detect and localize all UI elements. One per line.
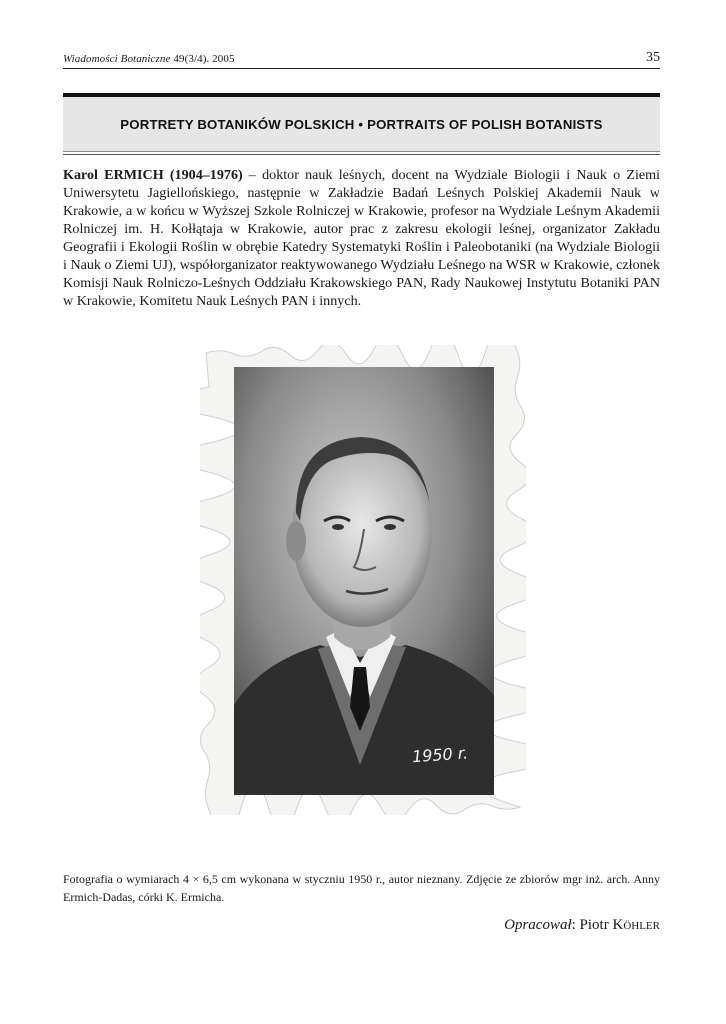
biography-paragraph bbox=[63, 166, 660, 310]
signature-role: Opracował bbox=[504, 917, 572, 933]
running-head bbox=[63, 50, 660, 69]
photo-caption: Fotografia o wymiarach 4 × 6,5 cm wykonana w styczniu 1950 r., autor nieznany. Zdjęcie ze zbiorów mgr inż. arch. Anny Ermich-Dadas, córki K. Ermicha. bbox=[63, 872, 660, 904]
author-first-name: Piotr bbox=[579, 917, 613, 933]
biography-text: – doktor nauk leśnych, docent na Wydziale Biologii i Nauk o Ziemi Uniwersytetu Jagiellońskiego, następnie w Zakładzie Badań Leśnych Polskiej Akademii Nauk w Krakowie, a w końcu w Wyższej Szkole Rolniczej w Krakowie, profesor na Wydziale Leśnym Akademii Rolniczej im. H. Kołłątaja w Krakowie, autor prac z zakresu ekologii leśnej, organizator Zakładu Geografii i Ekologii Roślin w obrębie Katedry Systematyki Roślin i Paleobotaniki (na Wydziale Biologii i Nauk o Ziemi UJ), współorganizator reaktywowanego Wydziału Leśnego na WSR w Krakowie, członek Komisji Nauk Rolniczo-Leśnych Oddziału Krakowskiego PAN, Rady Naukowej Instytutu Botaniki PAN w Krakowie, Komitetu Nauk Leśnych PAN i innych. bbox=[63, 167, 660, 309]
page-number: 35 bbox=[646, 50, 660, 65]
section-title: PORTRETY BOTANIKÓW POLSKICH • PORTRAITS OF POLISH BOTANISTS bbox=[120, 116, 603, 132]
signature-separator: : bbox=[571, 917, 580, 933]
botanist-name: Karol ERMICH (1904–1976) bbox=[63, 167, 243, 183]
author-signature bbox=[504, 917, 660, 934]
author-surname-initial: K bbox=[612, 917, 624, 933]
journal-name: Wiadomości Botaniczne bbox=[63, 53, 171, 65]
portrait-photograph bbox=[200, 345, 526, 815]
photo-inscription: 1950 r. bbox=[411, 743, 469, 767]
author-surname-rest: öhler bbox=[623, 917, 660, 933]
banner-divider bbox=[63, 154, 660, 155]
journal-citation bbox=[63, 53, 235, 65]
section-banner bbox=[63, 93, 660, 152]
journal-volume: 49(3/4). 2005 bbox=[173, 53, 235, 65]
